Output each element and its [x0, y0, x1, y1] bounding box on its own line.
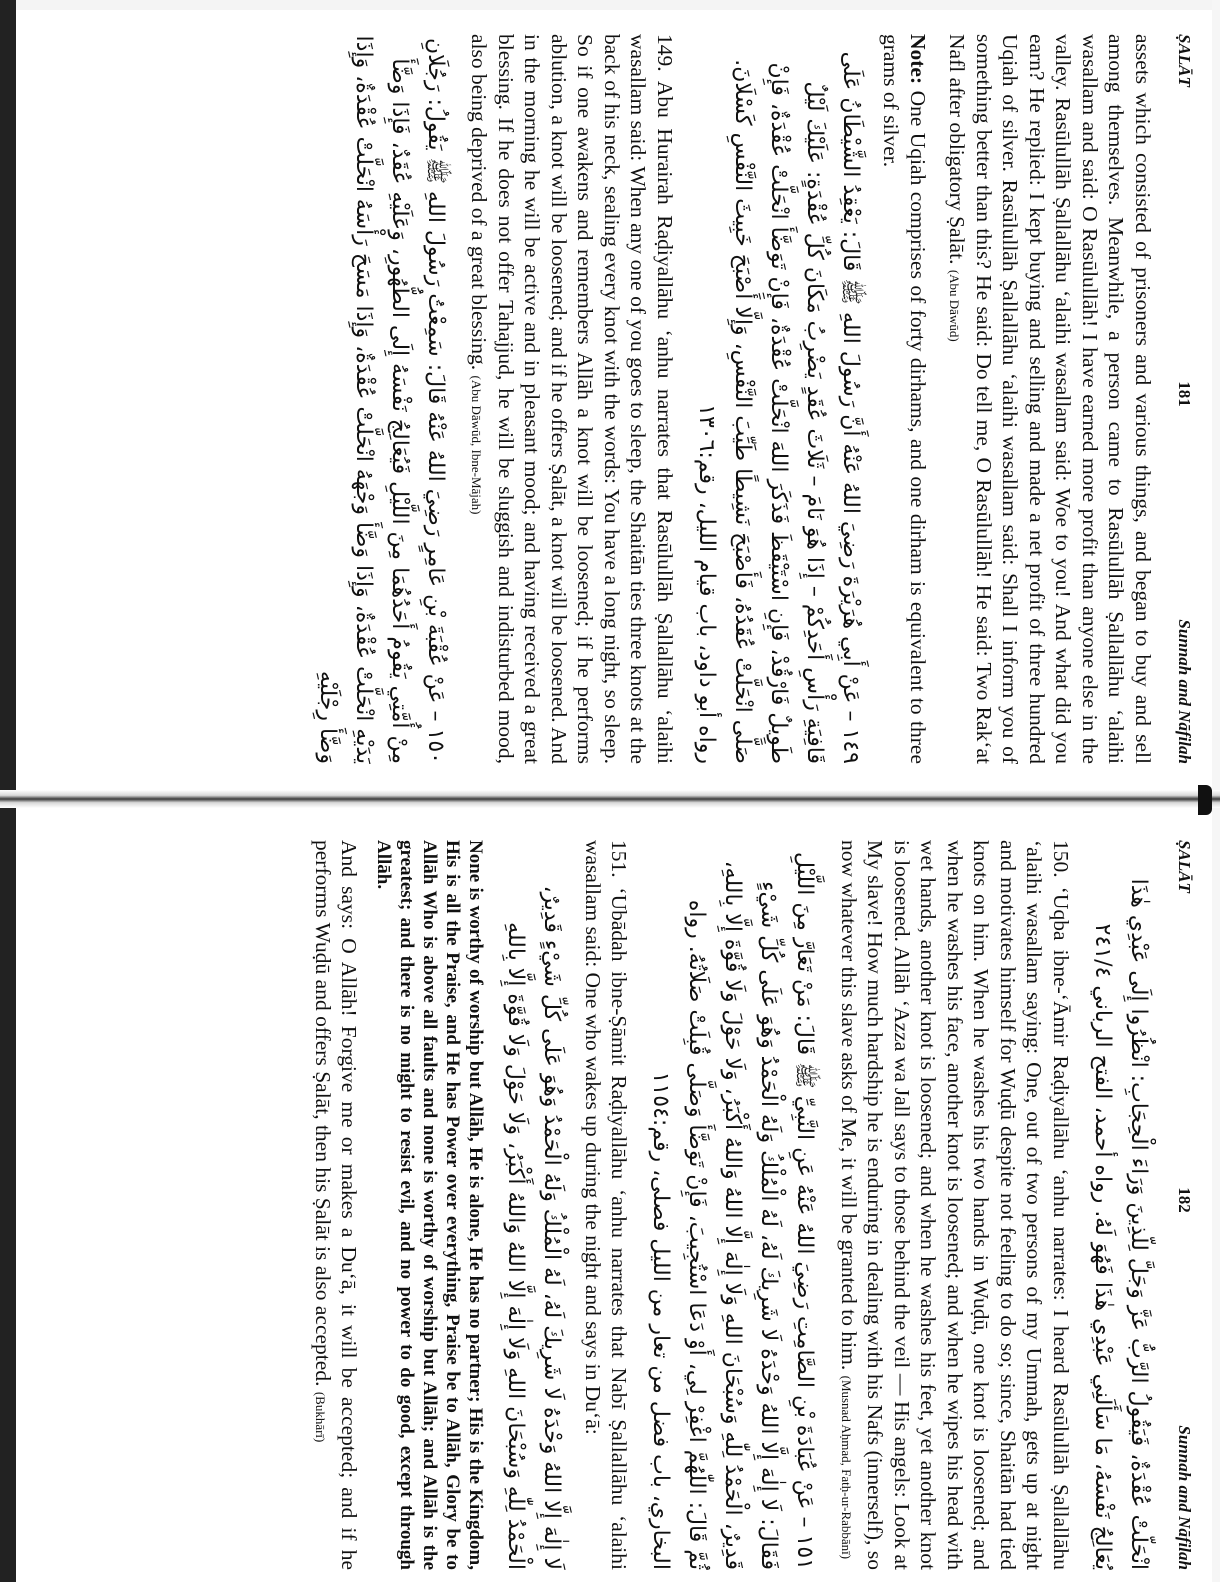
arabic-hadith-150-cont: انْحَلَّتْ عُقْدَةٌ، فَيَقُولُ الرَّبُّ عَزَّ وَجَلَّ لِلَّذِينَ وَرَاءَ الْحِجَابِ: انْظُرُوا إِلَى عَبْدِي هٰذَا يُعَالِجُ نَفْسَهُ، مَا سَأَلَنِي عَبْدِي هٰذَا فَهُوَ لَهُ. رواه أحمد، الفتح الرباني ٢٤١/٤: [1090, 878, 1151, 1570]
reference: (Abu Dāwūd): [947, 269, 963, 342]
header-chapter-title: Sunnah and Nāfilah: [1175, 619, 1194, 764]
paragraph: And says: O Allāh! Forgive me or makes a Du‘ā, it will be accepted; and if he performs Wuḍū and offers Ṣalāt, then his Ṣalāt is also accepted. (Bukhārī): [311, 840, 362, 1570]
paragraph: assets which consisted of prisoners and various things, and began to buy and sell among themselves. Meanwhile, a person came to Rasūlullāh Ṣallallāhu ‘alaihi wasallam and said: O Rasūlullāh! I have earned more profit than anyone else in the valley. Rasūlullāh Ṣallallāhu ‘alaihi wasallam said: Woe to you! And what did you earn? He replied: I kept buying and selling and made a net profit of three hundred Uqiah of silver. Rasūlullāh Ṣallallāhu ‘alaihi wasallam said: Shall I inform you of something better than this? He said: Do tell me, O Rasūlullāh! He said: Two Rak‘at Nafl after obligatory Ṣalāt. (Abu Dāwūd): [945, 34, 1155, 764]
page-number: 181: [1175, 381, 1194, 407]
reference: (Musnad Aḥmad, Fatḥ-ur-Rabbānī): [839, 1375, 854, 1560]
reference: (Bukhārī): [313, 1391, 328, 1443]
page-number: 182: [1175, 1187, 1194, 1213]
page-header: [1168, 820, 1198, 1580]
page-body: [84, 840, 1156, 1570]
hadith-150-translation: 150. ‘Uqba ibne-‘Āmir Raḍiyallāhu ‘anhu narrates: I heard Rasūlullāh Ṣallallāhu ‘alaihi wasallam saying: One, out of two persons of my Ummah, gets up at night and motivates himself for Wuḍū despite not feeling to do so; since, Shaitān had tied knots on him. When he washes his two hands in Wuḍū, one knot is loosened; and when he washes his face, another knot is loosened; and when he wipes his head with wet hands, another knot is loosened; and when he washes his feet, yet another knot is loosened. Allāh ‘Azza wa Jall says to those behind the veil — His angels: Look at My slave! How much hardship he is enduring in dealing with his Nafs (innerself), so now whatever this slave asks of Me, it will be granted to him. (Musnad Aḥmad, Fatḥ-ur-Rabbānī): [837, 840, 1073, 1570]
arabic-dua: لَا إِلٰهَ إِلَّا اللهُ وَحْدَهُ لَا شَرِيكَ لَهُ، لَهُ الْمُلْكُ وَلَهُ الْحَمْدُ وَهُوَ عَلَى كُلِّ شَيْءٍ قَدِيرٌ، الْحَمْدُ لِلّٰهِ وَسُبْحَانَ اللهِ وَلَا إِلٰهَ إِلَّا اللهُ وَاللهُ أَكْبَرُ، وَلَا حَوْلَ وَلَا قُوَّةَ إِلَّا بِاللهِ: [503, 885, 565, 1570]
note-label: Note:: [906, 34, 930, 85]
page-181: [78, 14, 1198, 774]
page-header: [1168, 14, 1198, 774]
book-gutter: [0, 790, 1220, 808]
page-182: [78, 820, 1198, 1580]
header-section-title: ṢALĀT: [1175, 840, 1194, 893]
hadith-151-translation: 151. ‘Ubādah ibne-Ṣāmit Raḍiyallāhu ‘anhu narrates that Nabī Ṣallallāhu ‘alaihi wasallam said: One who wakes up during the night and says in Du‘ā:: [581, 840, 632, 1570]
hadith-149-translation: 149. Abu Hurairah Raḍiyallāhu ‘anhu narrates that Rasūlullāh Ṣallallāhu ‘alaihi wasallam said: When any one of you goes to sleep, the Shaitān ties three knots at the back of his neck, sealing every knot with the words: You have a long night, so sleep. So if one awakens and remembers Allāh a knot will be loosened; if he performs ablution, a knot will be loosened; and if he offers Ṣalāt, a knot will be loosened. And in the morning he will be active and in pleasant mood; and having received a great blessing. If he does not offer Tahajjud, he will be sluggish and indisturbed mood, also being deprived of a great blessing. (Abu Dāwūd, Ibne-Mājah): [467, 34, 677, 764]
scan-edge-top: [0, 0, 1220, 10]
arabic-hadith-150: ١٥٠ – عَنْ عُقْبَةَ بْنِ عَامِرٍ رَضِيَ اللهُ عَنْهُ قَالَ: سَمِعْتُ رَسُولَ اللهِ ﷺ يَقُولُ: رَجُلَانِ مِنْ أُمَّتِي يَقُومُ أَحَدُهُمَا مِنَ اللَّيْلِ فَيُعَالِجُ نَفْسَهُ إِلَى الطُّهُورِ، وَعَلَيْهِ عُقَدٌ، فَإِذَا وَضَّأَ يَدَيْهِ انْحَلَّتْ عُقْدَةٌ، وَإِذَا وَضَّأَ وَجْهَهُ انْحَلَّتْ عُقْدَةٌ، وَإِذَا مَسَحَ رَأْسَهُ انْحَلَّتْ عُقْدَةٌ، وَإِذَا وَضَّأَ رِجْلَيْهِ: [315, 35, 448, 764]
header-section-title: ṢALĀT: [1175, 34, 1194, 87]
arabic-hadith-151: ١٥١ – عَنْ عُبَادَةَ بْنِ الصَّامِتِ رَضِيَ اللهُ عَنْهُ عَنِ النَّبِيِّ ﷺ قَالَ: مَنْ تَعَارَّ مِنَ اللَّيْلِ فَقَالَ: لَا إِلٰهَ إِلَّا اللهُ وَحْدَهُ لَا شَرِيكَ لَهُ، لَهُ الْمُلْكُ وَلَهُ الْحَمْدُ وَهُوَ عَلَى كُلِّ شَيْءٍ قَدِيرٌ، الْحَمْدُ لِلّٰهِ وَسُبْحَانَ اللهِ وَلَا إِلٰهَ إِلَّا اللهُ وَاللهُ أَكْبَرُ، وَلَا حَوْلَ وَلَا قُوَّةَ إِلَّا بِاللهِ، ثُمَّ قَالَ: اللّٰهُمَّ اغْفِرْ لِي، أَوْ دَعَا اسْتُجِيبَ، فَإِنْ تَوَضَّأَ وَصَلَّى قُبِلَتْ صَلَاتُهُ. رواه البخاري، باب فضل من تعار من الليل فصلى، رقم:١١٥٤: [648, 852, 818, 1570]
page-body: [84, 34, 1156, 764]
note: Note: One Uqiah comprises of forty dirhams, and one dirham is equivalent to three grams of silver.: [879, 34, 930, 764]
arabic-hadith-149: ١٤٩ – عَنْ أَبِي هُرَيْرَةَ رَضِيَ اللهُ عَنْهُ أَنَّ رَسُولَ اللهِ ﷺ قَالَ: يَعْقِدُ الشَّيْطَانُ عَلَى قَافِيَةِ رَأْسِ أَحَدِكُمْ – إِذَا هُوَ نَامَ – ثَلَاثَ عُقَدٍ يَضْرِبُ مَكَانَ كُلِّ عُقْدَةٍ: عَلَيْكَ لَيْلٌ طَوِيلٌ فَارْقُدْ، فَإِنِ اسْتَيْقَظَ فَذَكَرَ اللهَ انْحَلَّتْ عُقْدَةٌ، فَإِنْ تَوَضَّأَ انْحَلَّتْ عُقْدَةٌ، فَإِنْ صَلَّى انْحَلَّتْ عُقَدُهُ، فَأَصْبَحَ نَشِيطًا طَيِّبَ النَّفْسِ، وَإِلَّا أَصْبَحَ خَبِيثَ النَّفْسِ كَسْلَانَ. رواه أبو داود، باب قيام الليل، رقم:١٣٠٦: [694, 51, 863, 764]
dua-translation: None is worthy of worship but Allāh, He is alone, He has no partner; His is the Kingdom, His is all the Praise, and He has Power over everything, Praise be to Allāh, Glory be to Allāh Who is above all faults and none is worthy of worship but Allāh; and Allāh is the greatest; and there is no might to resist evil, and no power to do good, except through Allāh.: [373, 840, 487, 1570]
gutter-mark: [1198, 785, 1212, 815]
header-chapter-title: Sunnah and Nāfilah: [1175, 1425, 1194, 1570]
reference: (Abu Dāwūd, Ibne-Mājah): [469, 375, 485, 515]
